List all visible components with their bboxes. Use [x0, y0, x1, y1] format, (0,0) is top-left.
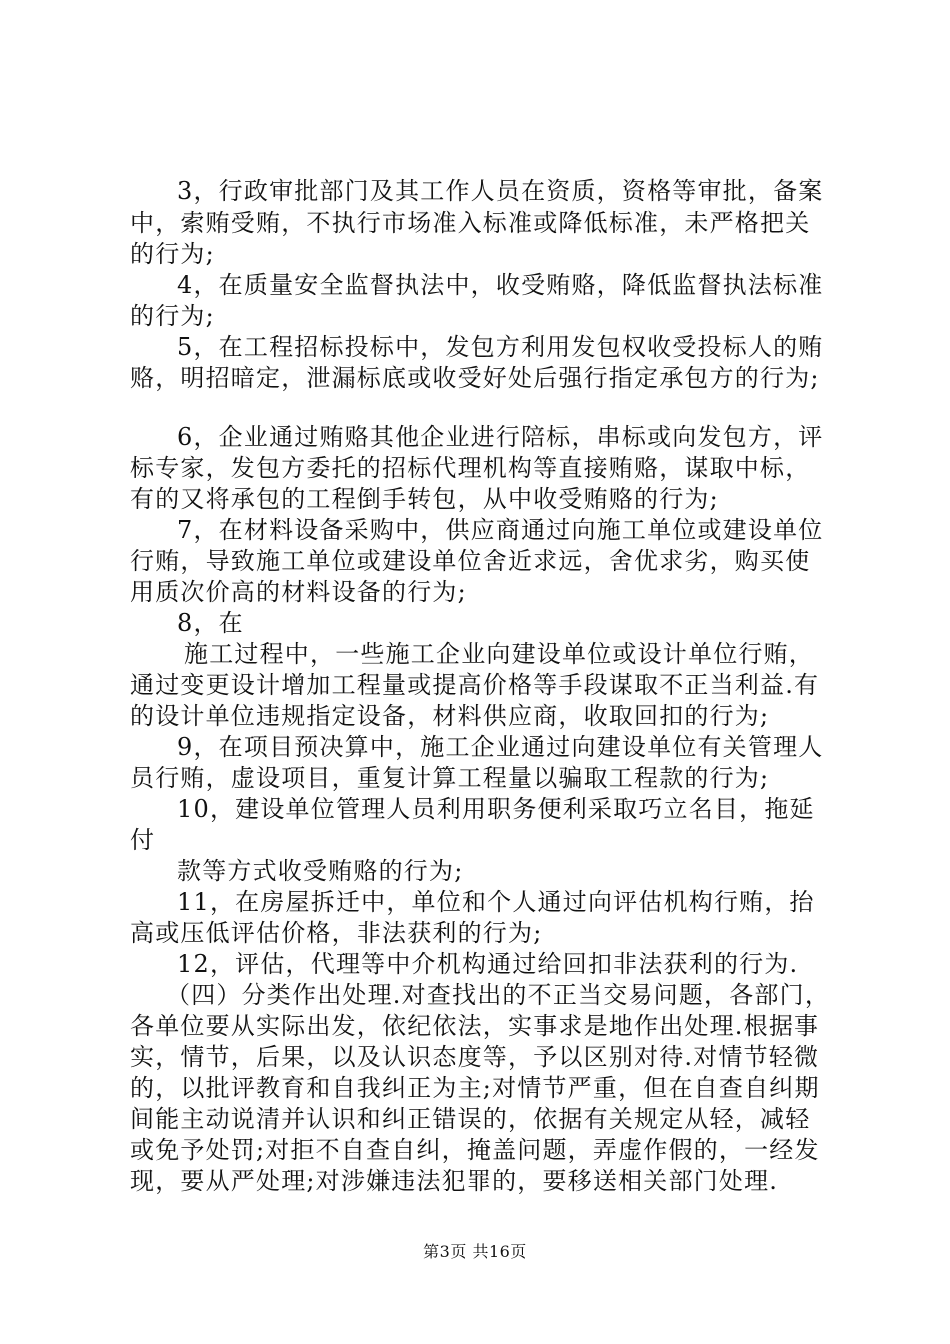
text-line: 赂，明招暗定，泄漏标底或收受好处后强行指定承包方的行为; [130, 364, 820, 392]
text-line: 员行贿，虚设项目，重复计算工程量以骗取工程款的行为; [130, 764, 770, 792]
text-line: 6，企业通过贿赂其他企业进行陪标，串标或向发包方，评 [177, 423, 824, 451]
text-line: 行贿，导致施工单位或建设单位舍近求远，舍优求劣，购买使 [130, 547, 811, 575]
text-line: 标专家，发包方委托的招标代理机构等直接贿赂，谋取中标， [130, 454, 811, 482]
text-line: 有的又将承包的工程倒手转包，从中收受贿赂的行为; [130, 485, 719, 513]
text-line: 通过变更设计增加工程量或提高价格等手段谋取不正当利益.有 [130, 671, 820, 699]
text-line: 10，建设单位管理人员利用职务便利采取巧立名目，拖延 [177, 795, 815, 823]
text-line: 的行为; [130, 240, 215, 268]
text-line: 7，在材料设备采购中，供应商通过向施工单位或建设单位 [177, 516, 824, 544]
text-line: 或免予处罚;对拒不自查自纠，掩盖问题，弄虚作假的，一经发 [130, 1136, 820, 1164]
text-line: 3，行政审批部门及其工作人员在资质，资格等审批，备案 [177, 177, 824, 205]
text-line: 中，索贿受贿，不执行市场准入标准或降低标准，未严格把关 [130, 209, 811, 237]
text-line: 8，在 [177, 609, 244, 637]
text-line: 的行为; [130, 302, 215, 330]
text-line: 的设计单位违规指定设备，材料供应商，收取回扣的行为; [130, 702, 770, 730]
text-line: 11，在房屋拆迁中，单位和个人通过向评估机构行贿，抬 [177, 888, 815, 916]
text-line: 4，在质量安全监督执法中，收受贿赂，降低监督执法标准 [177, 271, 824, 299]
text-line: 付 [130, 826, 156, 854]
text-line: 施工过程中，一些施工企业向建设单位或设计单位行贿， [184, 640, 814, 668]
text-line: 款等方式收受贿赂的行为; [177, 857, 464, 885]
text-line: 9，在项目预决算中，施工企业通过向建设单位有关管理人 [177, 733, 824, 761]
text-line: 12，评估，代理等中介机构通过给回扣非法获利的行为. [177, 950, 799, 978]
text-line: 现，要从严处理;对涉嫌违法犯罪的，要移送相关部门处理. [130, 1167, 779, 1195]
text-line: （四）分类作出处理.对查找出的不正当交易问题，各部门， [166, 981, 831, 1009]
text-line: 高或压低评估价格，非法获利的行为; [130, 919, 543, 947]
text-line: 用质次价高的材料设备的行为; [130, 578, 467, 606]
text-line: 实，情节，后果，以及认识态度等，予以区别对待.对情节轻微 [130, 1043, 820, 1071]
text-line: 的，以批评教育和自我纠正为主;对情节严重，但在自查自纠期 [130, 1074, 820, 1102]
page-number-footer: 第3页 共16页 [423, 1242, 527, 1261]
text-line: 5，在工程招标投标中，发包方利用发包权收受投标人的贿 [177, 333, 824, 361]
text-line: 各单位要从实际出发，依纪依法，实事求是地作出处理.根据事 [130, 1012, 820, 1040]
text-line: 间能主动说清并认识和纠正错误的，依据有关规定从轻，减轻 [130, 1105, 811, 1133]
